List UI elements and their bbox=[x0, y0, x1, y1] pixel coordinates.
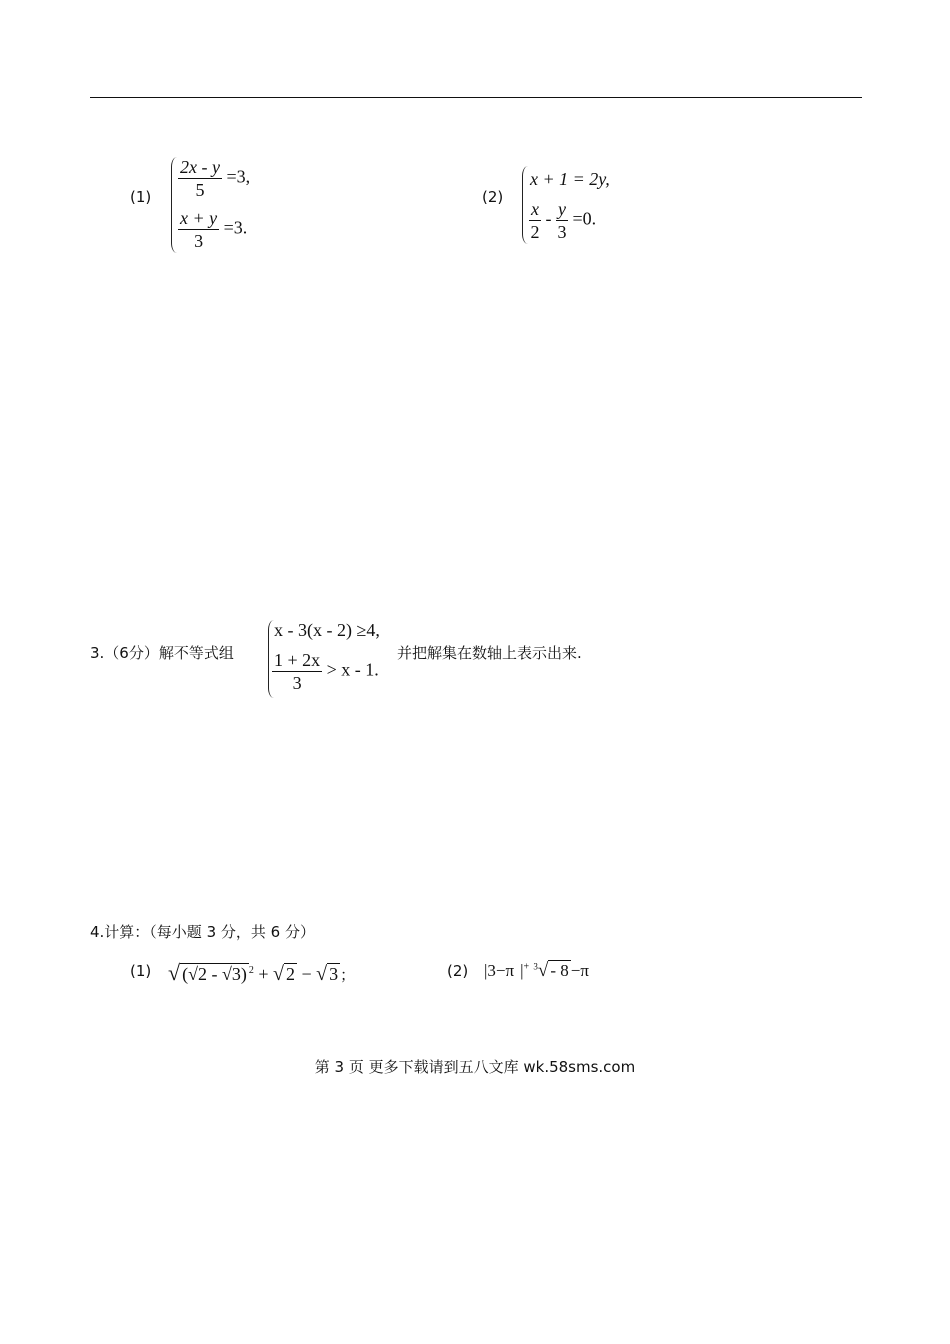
q3-inequality-1: x - 3(x - 2) ≥4, bbox=[274, 620, 380, 640]
q4-part2-root-index: 3 bbox=[533, 961, 538, 972]
q4-part1-minus: − bbox=[301, 964, 312, 984]
sqrt-sign: √ bbox=[272, 963, 284, 985]
sqrt-sign: √ bbox=[316, 963, 328, 985]
page-footer: 第 3 页 更多下载请到五八文库 wk.58sms.com bbox=[314, 1058, 636, 1076]
q3-ineq2-den: 3 bbox=[292, 673, 302, 693]
q2-part1-eq2-num: x + y bbox=[180, 208, 218, 228]
q2-part1-eq2-den: 3 bbox=[194, 231, 204, 251]
q4-part1-sqrt2: 2 bbox=[285, 964, 295, 984]
q2-part1-eq1-rhs: =3, bbox=[226, 166, 251, 187]
abs-bar-right: | bbox=[520, 961, 524, 980]
q2-part2-label: (2) bbox=[482, 188, 504, 206]
q4-part2-radicand: - 8 bbox=[550, 961, 569, 980]
q4-part1-end: ； bbox=[340, 966, 356, 984]
q2-part1-label: (1) bbox=[130, 188, 152, 206]
q4-part2-tail: −π bbox=[570, 961, 589, 980]
q2-part1-eq2-rhs: =3. bbox=[223, 217, 248, 238]
header-rule bbox=[90, 97, 862, 98]
q2-part1-eq1-den: 5 bbox=[195, 180, 205, 200]
q2-part1-eq1 bbox=[178, 156, 250, 201]
q3-ineq2-num: 1 + 2x bbox=[274, 650, 321, 670]
q3-prefix: 3.（6分）解不等式组 bbox=[90, 644, 234, 662]
cube-root-sign: √ bbox=[537, 960, 549, 981]
q3-inequality-2 bbox=[272, 649, 379, 694]
q2-part2-eq2-b-den: 3 bbox=[557, 222, 567, 242]
abs-bar-left: | bbox=[484, 961, 488, 980]
q2-part2-eq2-b-num: y bbox=[558, 199, 566, 219]
q4-title: 4.计算：（每小题 3 分，共 6 分） bbox=[90, 923, 315, 941]
q2-part2-eq2-minus: - bbox=[545, 208, 552, 229]
q2-part2-eq2-rhs: =0. bbox=[572, 208, 597, 229]
q3-suffix: 并把解集在数轴上表示出来. bbox=[397, 644, 582, 662]
q2-part1-eq1-num: 2x - y bbox=[180, 157, 220, 177]
q4-part2-plus: + bbox=[523, 961, 530, 973]
q4-part1-plus: + bbox=[258, 964, 269, 984]
sqrt-sign: √ bbox=[168, 960, 181, 985]
q2-part2-eq2-a-den: 2 bbox=[530, 222, 540, 242]
q2-part2-eq2-a-num: x bbox=[531, 199, 539, 219]
q4-part1-sqrt3: 3 bbox=[329, 964, 339, 984]
q4-part2-abs: 3−π bbox=[487, 961, 515, 980]
q2-part2-eq1: x + 1 = 2y, bbox=[530, 169, 610, 189]
q3-ineq2-rhs: > x - 1. bbox=[326, 659, 379, 680]
q4-part1-label: (1) bbox=[130, 962, 152, 980]
q4-part1-exponent: 2 bbox=[248, 965, 254, 976]
q2-part2-eq2 bbox=[529, 198, 596, 243]
q4-part2-label: (2) bbox=[447, 962, 469, 980]
q2-part1-eq2 bbox=[178, 207, 247, 252]
q4-part1-inner: (√2 - √3) bbox=[182, 964, 247, 984]
q4-part1-expression bbox=[168, 960, 355, 986]
q4-part2-expression bbox=[484, 960, 589, 982]
